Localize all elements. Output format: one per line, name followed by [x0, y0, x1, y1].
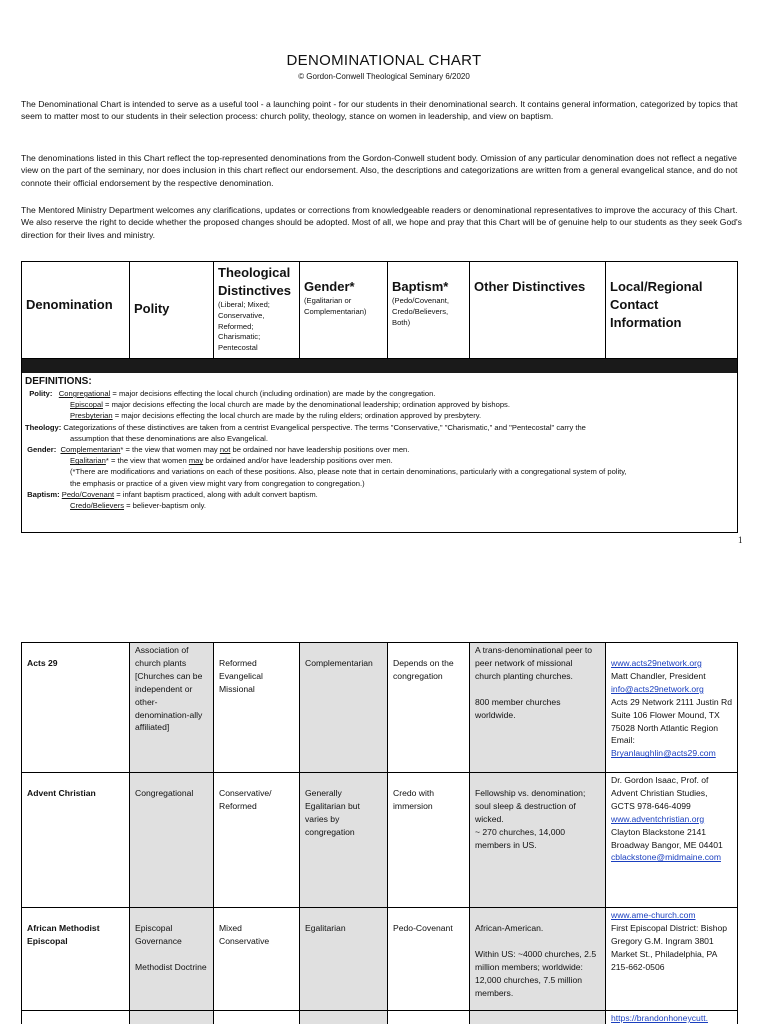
def-credo-term: Credo/Believers — [70, 501, 125, 511]
cell-baptism: Credo with immersion — [388, 773, 470, 907]
cell-polity-text-2: Methodist Doctrine — [135, 961, 207, 972]
def-pedo-text: = infant baptism practiced, along with adult convert baptism. — [114, 489, 318, 499]
col-contact — [606, 262, 737, 359]
cell-baptism — [388, 1011, 470, 1024]
def-congregational-term: Congregational — [58, 389, 111, 398]
cell-theology: Reformed Evangelical Missional — [214, 643, 300, 772]
def-gender-comp — [25, 444, 734, 455]
def-comp-text-b: be ordained nor have leadership positions over men. — [230, 445, 410, 455]
def-polity-episcopal — [25, 399, 734, 410]
def-episcopal-term: Episcopal — [70, 400, 103, 410]
col-gender-sub: (Egalitarian or Complementarian) — [304, 296, 367, 316]
cell-baptism: Depends on the congregation — [388, 643, 470, 772]
cell-polity — [130, 1011, 214, 1024]
header-divider-band — [22, 359, 737, 373]
cell-denomination: African Methodist Episcopal — [22, 908, 130, 1010]
def-note-text-1: (*There are modifications and variations on each of these positions. Also, please note that in certain denominations, particularly with a congregational system of polity, — [70, 467, 627, 477]
def-pedo-term: Pedo/Covenant — [61, 489, 115, 499]
document-title: DENOMINATIONAL CHART — [286, 52, 482, 69]
col-other-label: Other Distinctives — [474, 279, 586, 294]
def-egal-may: may — [188, 456, 204, 466]
def-congregational-text: = major decisions effecting the local church (including ordination) are made by the congregation. — [110, 389, 436, 398]
contact-text: First Episcopal District: Bishop Gregory G.M. Ingram 3801 Market St., Philadelphia, PA 215-662-0506 — [611, 922, 728, 972]
intro-paragraph-3: The Mentored Ministry Department welcomes any clarifications, updates or corrections from knowledgeable readers or denominational representatives to improve the accuracy of this Chart. We also reserve the right to decide whether the proposed changes should be adopted. Most of all, we hope and pray that this Chart will be of genuine help to our students as they seek God's direction for their lives and ministry. — [21, 205, 742, 240]
def-comp-text-a: * = the view that women may — [120, 445, 220, 455]
col-baptism-sub: (Pedo/Covenant, Credo/Believers, Both) — [392, 296, 449, 327]
cell-baptism: Pedo-Covenant — [388, 908, 470, 1010]
table-row — [22, 643, 737, 773]
cell-denomination: Acts 29 — [22, 643, 130, 772]
def-polity-congregational — [25, 388, 734, 399]
cell-other — [470, 773, 606, 907]
cell-other-text-1: African-American. — [475, 923, 544, 933]
cell-contact — [606, 908, 737, 1010]
def-credo-text: = believer-baptism only. — [124, 501, 206, 511]
header-table — [21, 261, 738, 533]
def-theology-text-2: assumption that these denominations are also Evangelical. — [70, 433, 268, 443]
spacer — [135, 948, 208, 961]
contact-email-link[interactable]: info@acts29network.org — [611, 683, 704, 694]
table-row — [22, 773, 737, 908]
contact-text: Dr. Gordon Isaac, Prof. of Advent Christian Studies, GCTS 978-646-4099 — [611, 775, 709, 811]
col-gender — [300, 262, 388, 359]
def-baptism-label: Baptism: — [27, 489, 60, 499]
cell-theology — [214, 1011, 300, 1024]
copyright-line: © Gordon-Conwell Theological Seminary 6/2020 — [298, 72, 470, 81]
def-egal-text-b: be ordained and/or have leadership positions over men. — [203, 456, 393, 466]
cell-other — [470, 643, 606, 772]
cell-gender — [300, 1011, 388, 1024]
col-denomination — [22, 262, 130, 359]
cell-denomination: Advent Christian — [22, 773, 130, 907]
definitions-heading: DEFINITIONS: — [25, 376, 92, 387]
cell-other — [470, 908, 606, 1010]
def-gender-note-1 — [25, 466, 734, 477]
cell-denomination — [22, 1011, 130, 1024]
contact-text: Matt Chandler, President — [611, 670, 706, 681]
cell-contact — [606, 1011, 737, 1024]
spacer — [475, 683, 600, 696]
cell-other-text-2: Within US: ~4000 churches, 2.5 million members; worldwide: 12,000 churches, 7.5 million members. — [475, 948, 597, 998]
cell-polity: Association of church plants [Churches can be independent or other-denomination-ally affiliated] — [130, 643, 214, 772]
def-baptism-credo — [25, 500, 734, 511]
def-theology-label: Theology: — [25, 422, 62, 432]
definitions-box — [22, 373, 737, 532]
contact-website-link[interactable]: www.adventchristian.org — [611, 813, 705, 824]
cell-theology: Conservative/ Reformed — [214, 773, 300, 907]
col-polity — [130, 262, 214, 359]
cell-gender: Egalitarian — [300, 908, 388, 1010]
col-gender-label: Gender* — [304, 279, 355, 294]
def-gender-egal — [25, 455, 734, 466]
spacer — [475, 935, 600, 948]
def-gender-note-2 — [25, 478, 734, 489]
def-presbyterian-text: = major decisions effecting the local church are made by the ruling elders; ordination approved by presbytery. — [112, 411, 482, 421]
def-theology-cont — [25, 433, 734, 444]
def-note-text-2: the emphasis or practice of a given view might vary from congregation to congregation.) — [70, 478, 365, 488]
contact-email-link[interactable]: cblackstone@midmaine.com — [611, 852, 721, 863]
cell-polity-text-1: Episcopal Governance — [135, 923, 182, 946]
cell-other-text-1: Fellowship vs. denomination; soul sleep & destruction of wicked. — [475, 788, 586, 824]
def-polity-label: Polity: — [29, 389, 53, 398]
cell-theology: Mixed Conservative — [214, 908, 300, 1010]
cell-contact — [606, 773, 737, 907]
def-egal-text-a: * = the view that women — [105, 456, 189, 466]
column-header-row — [22, 262, 737, 359]
contact-email-link[interactable]: Bryanlaughlin@acts29.com — [611, 748, 716, 759]
def-baptism-pedo — [25, 489, 734, 500]
def-theology — [25, 422, 734, 433]
col-baptism-label: Baptism* — [392, 279, 449, 294]
def-comp-not: not — [219, 445, 231, 455]
col-theological-sub: (Liberal; Mixed; Conservative, Reformed; Charismatic; Pentecostal — [218, 300, 270, 353]
table-row — [22, 908, 737, 1011]
def-comp-term: Complementarian — [60, 445, 121, 455]
cell-other-text-2: ~ 270 churches, 14,000 members in US. — [475, 826, 566, 850]
def-presbyterian-term: Presbyterian — [70, 411, 113, 421]
denomination-table — [21, 642, 738, 1024]
col-denomination-label: Denomination — [26, 297, 113, 312]
cell-contact — [606, 643, 737, 772]
page-number: 1 — [738, 535, 743, 545]
cell-gender: Generally Egalitarian but varies by congregation — [300, 773, 388, 907]
def-theology-text-1: Categorizations of these distinctives are taken from a centrist Evangelical perspective. The terms "Conservative," "Charismatic," and "Pentecostal" carry the — [61, 422, 586, 432]
cell-gender: Complementarian — [300, 643, 388, 772]
intro-paragraph-2: The denominations listed in this Chart reflect the top-represented denominations from the Gordon-Conwell student body. Omission of any particular denomination does not reflect a negative view on the part of the seminary, nor does inclusion in this chart reflect our endorsement. Also, the descriptions and categorizations are written from a general evangelical stance, and do not connote their official endorsement by the respective denomination. — [21, 153, 738, 188]
cell-other-text-2: 800 member churches worldwide. — [475, 696, 561, 720]
col-theological — [214, 262, 300, 359]
cell-polity: Congregational — [130, 773, 214, 907]
def-episcopal-text: = major decisions effecting the local church are made by the denominational leadership; ordination approved by bishops. — [102, 400, 510, 410]
contact-text: Acts 29 Network 2111 Justin Rd Suite 106 Flower Mound, TX 75028 North Atlantic Region Email: — [611, 696, 733, 746]
col-polity-label: Polity — [134, 301, 170, 316]
cell-other-text-1: A trans-denominational peer to peer network of missional church planting churches. — [475, 645, 593, 681]
def-gender-label: Gender: — [27, 445, 57, 455]
cell-polity — [130, 908, 214, 1010]
intro-paragraph-1: The Denominational Chart is intended to serve as a useful tool - a launching point - for our students in their denominational search. It contains general information, categorized by topics that seem to matter most to our students in their selection process: church polity, theology, stance on women in leadership, and view on baptism. — [21, 99, 738, 122]
col-other — [470, 262, 606, 359]
cell-other — [470, 1011, 606, 1024]
col-theological-label: Theological Distinctives — [218, 265, 291, 298]
contact-website-link[interactable]: https://brandonhoneycutt. — [611, 1013, 708, 1023]
contact-website-link[interactable]: www.acts29network.org — [611, 658, 702, 668]
def-egal-term: Egalitarian — [70, 456, 106, 466]
col-baptism — [388, 262, 470, 359]
col-contact-label: Local/Regional Contact Information — [610, 279, 703, 330]
table-row — [22, 1011, 737, 1024]
def-polity-presbyterian — [25, 410, 734, 421]
contact-text: Clayton Blackstone 2141 Broadway Bangor, ME 04401 — [611, 826, 723, 850]
contact-website-link[interactable]: www.ame-church.com — [611, 910, 696, 920]
